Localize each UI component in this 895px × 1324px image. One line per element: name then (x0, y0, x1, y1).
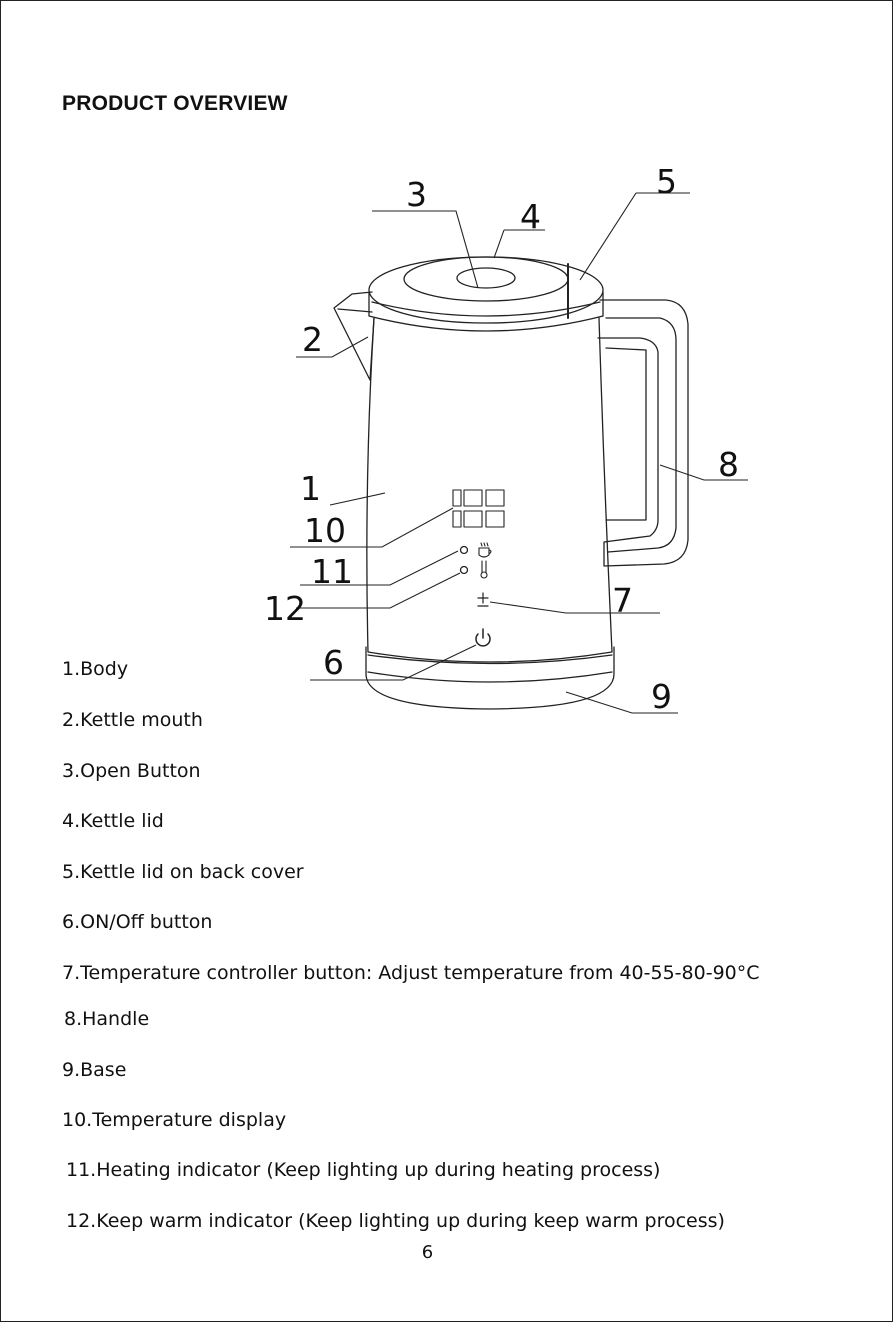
handle (598, 300, 688, 566)
power-icon (476, 629, 490, 646)
list-item: 3.Open Button (62, 760, 201, 782)
callout-9: 9 (651, 677, 672, 716)
thermometer-icon (481, 561, 487, 578)
kettle-mouth (334, 292, 374, 380)
callout-8: 8 (718, 445, 739, 484)
callout-4: 4 (520, 197, 541, 236)
callout-10: 10 (304, 511, 346, 550)
list-item: 11.Heating indicator (Keep lighting up during heating process) (66, 1159, 661, 1181)
page-number: 6 (421, 1242, 434, 1263)
list-item: 9.Base (62, 1059, 127, 1081)
list-item: 1.Body (62, 658, 129, 680)
callout-12: 12 (264, 589, 306, 628)
list-item: 12.Keep warm indicator (Keep lighting up during keep warm process) (66, 1210, 725, 1232)
list-item: 8.Handle (64, 1008, 150, 1030)
keep-warm-indicator-light (461, 567, 468, 574)
callout-11: 11 (311, 552, 353, 591)
callout-1: 1 (300, 469, 321, 508)
callout-3: 3 (406, 175, 427, 214)
callout-6: 6 (323, 643, 344, 682)
list-item: 10.Temperature display (62, 1109, 287, 1131)
callout-2: 2 (302, 320, 323, 359)
base-bottom-band (368, 672, 612, 682)
coffee-cup-icon (479, 543, 491, 557)
callout-7: 7 (612, 581, 633, 620)
list-item: 5.Kettle lid on back cover (62, 861, 304, 883)
list-item: 4.Kettle lid (62, 810, 164, 832)
open-button (457, 268, 515, 288)
page-title: PRODUCT OVERVIEW (62, 92, 288, 115)
heating-indicator-light (461, 547, 468, 554)
callout-5: 5 (656, 162, 677, 201)
list-item: 7.Temperature controller button: Adjust temperature from 40-55-80-90°C (62, 962, 760, 984)
plus-minus-icon (478, 593, 488, 606)
list-item: 2.Kettle mouth (62, 709, 203, 731)
list-item: 6.ON/Off button (62, 911, 213, 933)
temperature-display (453, 490, 504, 527)
